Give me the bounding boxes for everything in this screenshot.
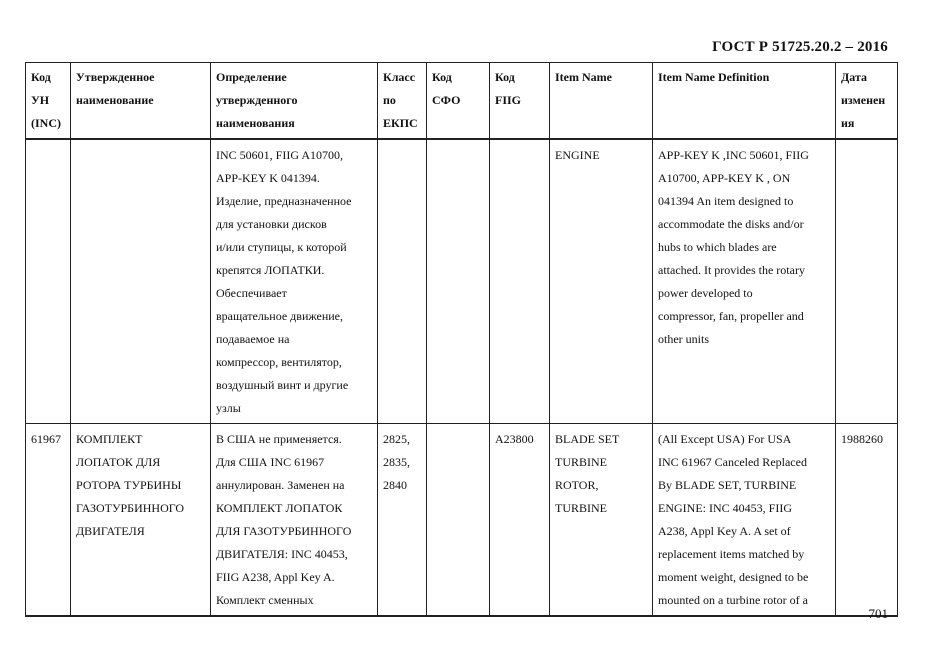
cell-fiig-code: [490, 139, 550, 424]
cell-change-date: 1988260: [836, 424, 898, 617]
table-row: [26, 139, 898, 424]
cell-item-name-definition: (All Except USA) For USA INC 61967 Canceled Replaced By BLADE SET, TURBINE ENGINE: INC 40453, FIIG A238, Appl Key A. A set of replacement items matched by moment weight, designed to be mounted on a turbine rotor of a: [653, 424, 836, 617]
cell-sfo-code: [427, 139, 490, 424]
cell-item-name: BLADE SET TURBINE ROTOR, TURBINE: [550, 424, 653, 617]
header-approved-name: Утвержденное наименование: [71, 63, 211, 140]
cell-fiig-code: A23800: [490, 424, 550, 617]
cell-definition: INC 50601, FIIG A10700, APP-KEY K 041394. Изделие, предназначенное для установки дисков и/или ступицы, к которой крепятся ЛОПАТКИ. Обеспечивает вращательное движение, подаваемое на компрессор, вентилятор, воздушный винт и другие узлы: [211, 139, 378, 424]
table-header-row: [26, 63, 898, 140]
cell-item-name: ENGINE: [550, 139, 653, 424]
cell-approved-name: КОМПЛЕКТ ЛОПАТОК ДЛЯ РОТОРА ТУРБИНЫ ГАЗОТУРБИННОГО ДВИГАТЕЛЯ: [71, 424, 211, 617]
header-definition: Определение утвержденного наименования: [211, 63, 378, 140]
page-number: 701: [868, 606, 888, 621]
cell-inc: 61967: [26, 424, 71, 617]
cell-class-ekps: [378, 139, 427, 424]
header-change-date: Дата изменен ия: [836, 63, 898, 140]
cell-inc: [26, 139, 71, 424]
standard-designation: ГОСТ Р 51725.20.2 – 2016: [712, 39, 888, 55]
cell-item-name-definition: APP-KEY K ,INC 50601, FIIG A10700, APP-KEY K , ON 041394 An item designed to accommodate the disks and/or hubs to which blades are attached. It provides the rotary power developed to compressor, fan, propeller and other units: [653, 139, 836, 424]
header-inc: Код УН (INC): [26, 63, 71, 140]
cell-change-date: [836, 139, 898, 424]
cell-approved-name: [71, 139, 211, 424]
header-item-name-definition: Item Name Definition: [653, 63, 836, 140]
cell-definition: В США не применяется. Для США INC 61967 аннулирован. Заменен на КОМПЛЕКТ ЛОПАТОК ДЛЯ ГАЗОТУРБИННОГО ДВИГАТЕЛЯ: INC 40453, FIIG A238, Appl Key A. Комплект сменных: [211, 424, 378, 617]
catalog-table: [25, 62, 898, 617]
header-item-name: Item Name: [550, 63, 653, 140]
cell-sfo-code: [427, 424, 490, 617]
header-class-ekps: Класс по ЕКПС: [378, 63, 427, 140]
cell-class-ekps: 2825, 2835, 2840: [378, 424, 427, 617]
header-sfo-code: Код СФО: [427, 63, 490, 140]
table-row: [26, 424, 898, 617]
header-fiig-code: Код FIIG: [490, 63, 550, 140]
